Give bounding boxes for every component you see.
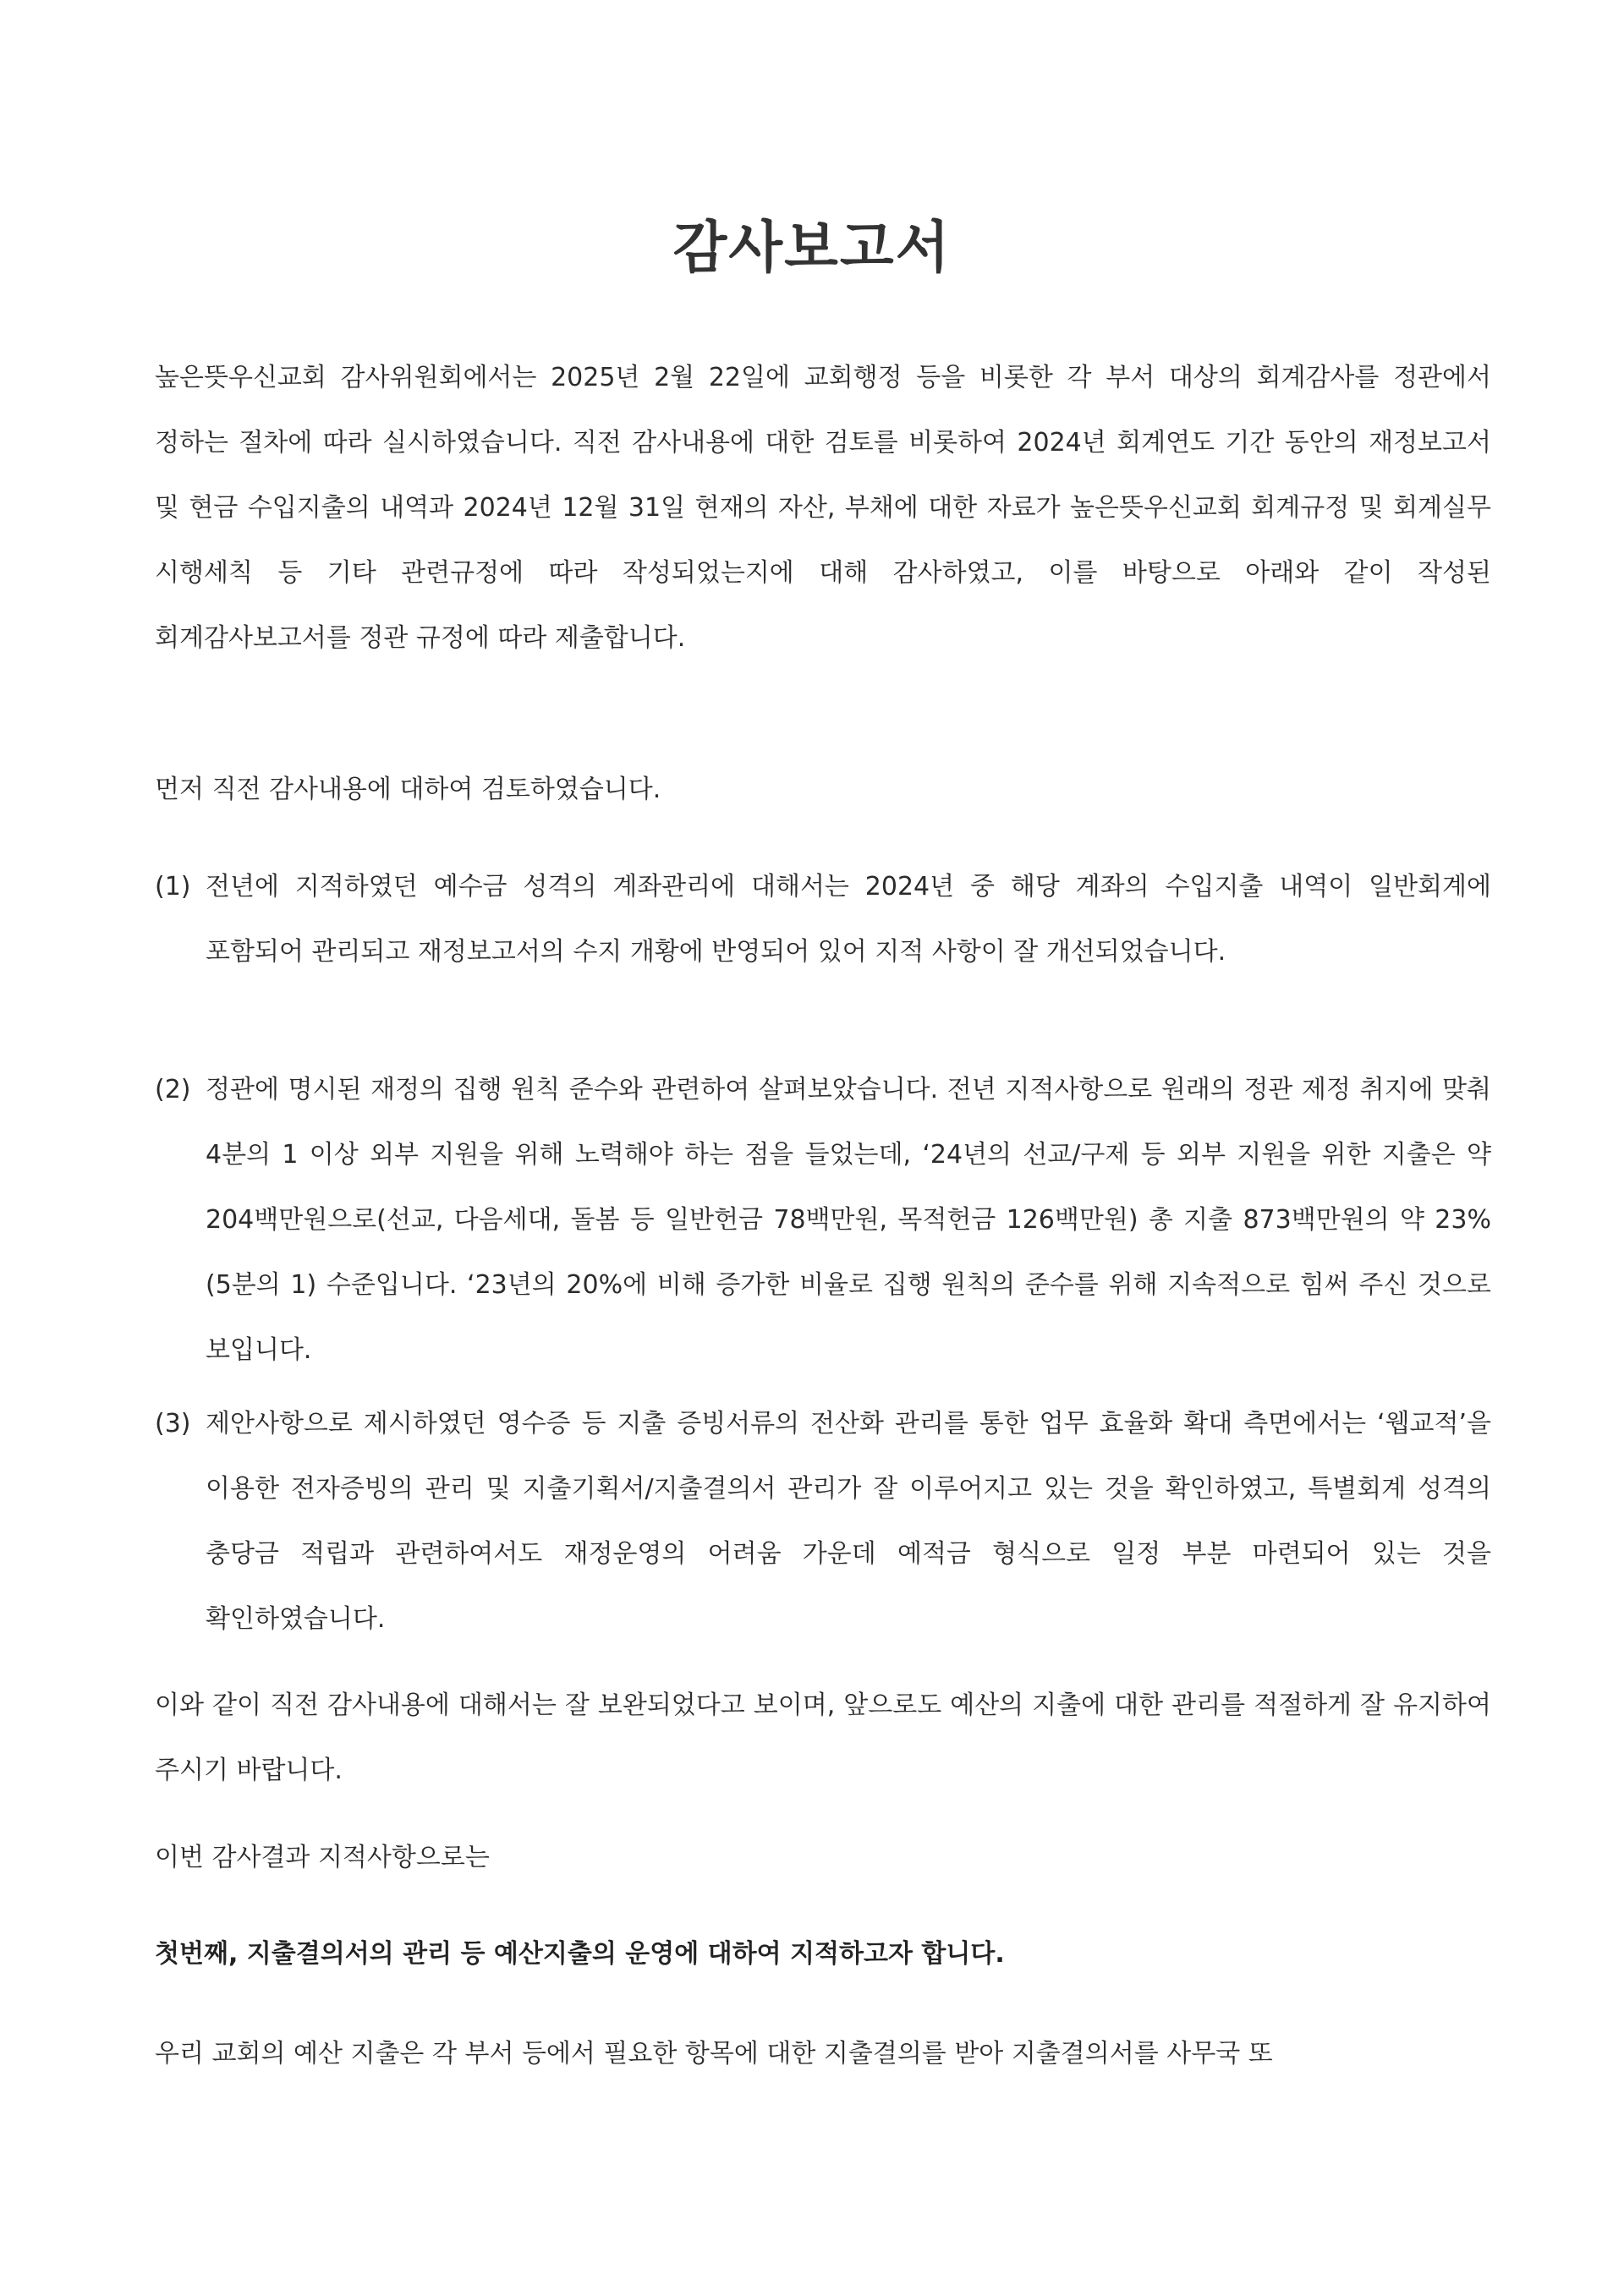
review-item-2 xyxy=(155,1057,1491,1383)
review-item-text: 제안사항으로 제시하였던 영수증 등 지출 증빙서류의 전산화 관리를 통한 업무 효율화 확대 측면에서는 ‘웹교적’을 이용한 전자증빙의 관리 및 지출기획서/지출결의서 관리가 잘 이루어지고 있는 것을 확인하였고, 특별회계 성격의 충당금 적립과 관련하여서도 재정운영의 어려움 가운데 예적금 형식으로 일정 부분 마련되어 있는 것을 확인하였습니다. xyxy=(206,1409,1491,1634)
finding-1-heading: 첫번째, 지출결의서의 관리 등 예산지출의 운영에 대하여 지적하고자 합니다. xyxy=(155,1939,1005,1969)
review-item-number: (1) xyxy=(155,872,191,901)
review-item-text: 전년에 지적하였던 예수금 성격의 계좌관리에 대해서는 2024년 중 해당 계좌의 수입지출 내역이 일반회계에 포함되어 관리되고 재정보고서의 수지 개황에 반영되어 있어 지적 사항이 잘 개선되었습니다. xyxy=(206,872,1491,967)
review-item-number: (2) xyxy=(155,1075,191,1104)
review-lead-paragraph: 먼저 직전 감사내용에 대하여 검토하였습니다. xyxy=(155,775,661,804)
findings-lead-paragraph: 이번 감사결과 지적사항으로는 xyxy=(155,1843,490,1872)
review-item-text: 정관에 명시된 재정의 집행 원칙 준수와 관련하여 살펴보았습니다. 전년 지적사항으로 원래의 정관 제정 취지에 맞춰 4분의 1 이상 외부 지원을 위해 노력해야 하는 점을 들었는데, ‘24년의 선교/구제 등 외부 지원을 위한 지출은 약 204백만원으로(선교, 다음세대, 돌봄 등 일반헌금 78백만원, 목적헌금 126백만원) 총 지출 873백만원의 약 23%(5분의 1) 수준입니다. ‘23년의 20%에 비해 증가한 비율로 집행 원칙의 준수를 위해 지속적으로 힘써 주신 것으로 보입니다. xyxy=(206,1075,1491,1365)
finding-1-paragraph: 우리 교회의 예산 지출은 각 부서 등에서 필요한 항목에 대한 지출결의를 받아 지출결의서를 사무국 또 xyxy=(155,2039,1273,2069)
review-item-number: (3) xyxy=(155,1409,191,1438)
document-title: 감사보고서 xyxy=(672,215,952,280)
review-item-3 xyxy=(155,1391,1491,1652)
review-item-1 xyxy=(155,854,1491,984)
summary-paragraph: 이와 같이 직전 감사내용에 대해서는 잘 보완되었다고 보이며, 앞으로도 예산의 지출에 대한 관리를 적절하게 잘 유지하여 주시기 바랍니다. xyxy=(155,1690,1491,1785)
intro-paragraph: 높은뜻우신교회 감사위원회에서는 2025년 2월 22일에 교회행정 등을 비롯한 각 부서 대상의 회계감사를 정관에서 정하는 절차에 따라 실시하였습니다. 직전 감사내용에 대한 검토를 비롯하여 2024년 회계연도 기간 동안의 재정보고서 및 현금 수입지출의 내역과 2024년 12월 31일 현재의 자산, 부채에 대한 자료가 높은뜻우신교회 회계규정 및 회계실무 시행세칙 등 기타 관련규정에 따라 작성되었는지에 대해 감사하였고, 이를 바탕으로 아래와 같이 작성된 회계감사보고서를 정관 규정에 따라 제출합니다. xyxy=(155,363,1491,653)
